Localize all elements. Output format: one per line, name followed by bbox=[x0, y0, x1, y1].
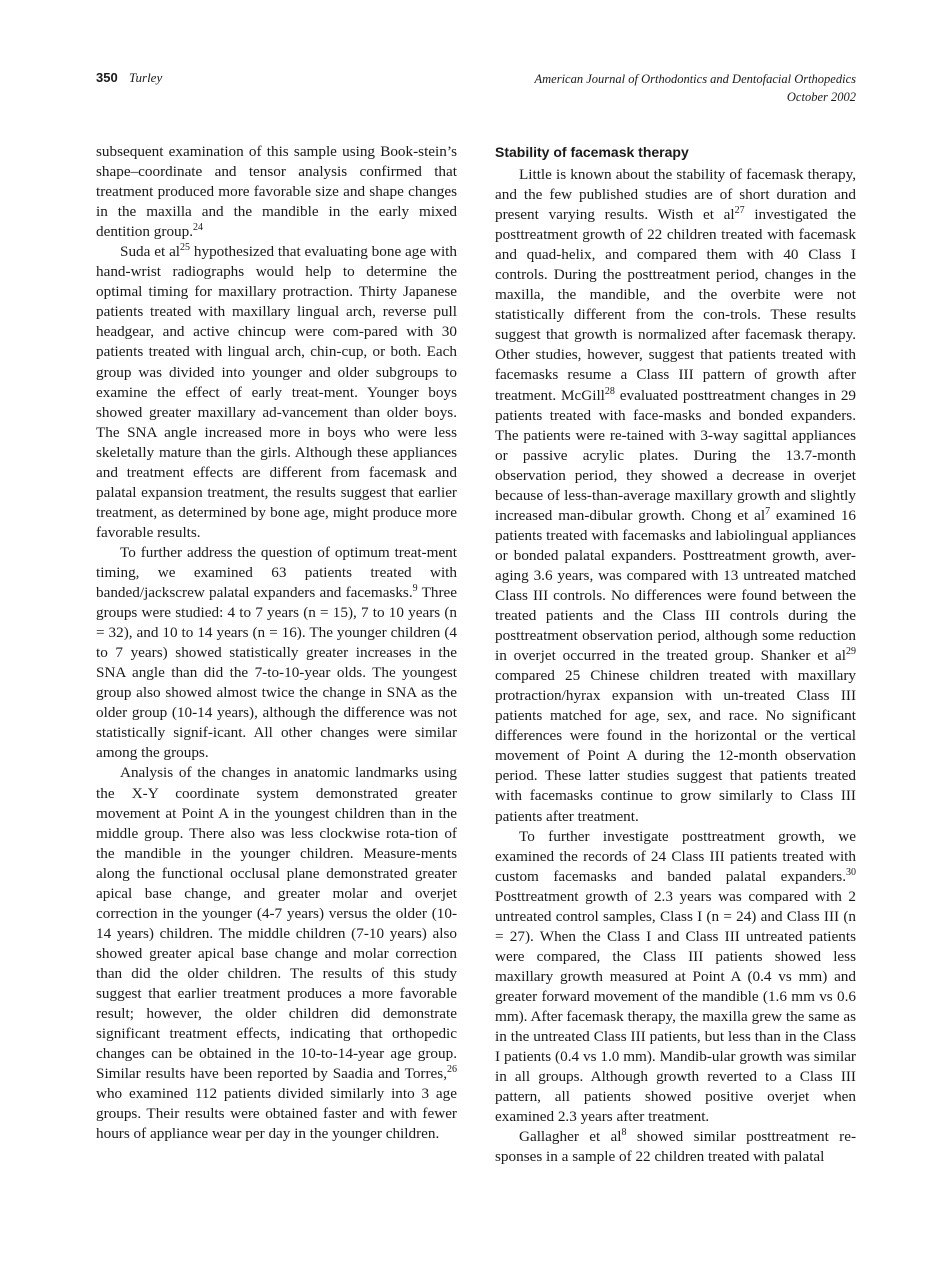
body-paragraph: subsequent examination of this sample using Book-stein’s shape–coordinate and tensor analysis confirmed that treatment produced more favorable size and shape changes in the maxilla and the mandible in the early mixed dentition group.$^{24}$ bbox=[96, 143, 457, 241]
body-paragraph: Analysis of the changes in anatomic landmarks using the X-Y coordinate system demonstrated greater movement at Point A in the youngest children than in the middle group. There also was less clockwise rota-tion of the mandible in the younger children. Measure-ments along the functional occlusal plane demonstrated greater apical base change, and greater molar and overjet correction in the younger (4-7 years) versus the older (10-14 years) children. The middle children (7-10 years) also showed greater apical base change and molar correction than did the older children. The results of this study suggest that earlier treatment produces a more favorable result; however, the older children did demonstrate significant treatment effects, indicating that orthopedic changes can be obtained in the 10-to-14-year age group. Similar results have been reported by Saadia and Torres,$^{26}$ who examined 112 patients divided similarly into 3 age groups. Their results were obtained faster and with fewer hours of appliance wear per day in the younger children. bbox=[96, 764, 457, 1143]
right-column-body bbox=[495, 165, 856, 1167]
citation-reference: 24 bbox=[193, 222, 204, 234]
issue-date: October 2002 bbox=[786, 90, 856, 104]
left-column bbox=[96, 142, 457, 1144]
section-heading: Stability of facemask therapy bbox=[495, 144, 689, 160]
journal-title: American Journal of Orthodontics and Dentofacial Orthopedics bbox=[534, 72, 856, 86]
page-number: 350 bbox=[96, 70, 118, 85]
body-paragraph: Gallagher et $al^8$ showed similar posttreatment re-sponses in a sample of 22 children treated with palatal bbox=[495, 1127, 856, 1166]
citation-reference: 25 bbox=[180, 242, 191, 254]
citation-reference: 30 bbox=[846, 866, 856, 878]
citation-reference: 28 bbox=[604, 385, 615, 397]
citation-reference: 26 bbox=[447, 1064, 457, 1076]
running-author: Turley bbox=[129, 70, 163, 85]
right-column bbox=[495, 142, 856, 1167]
body-paragraph: To further address the question of optimum treat-ment timing, we examined 63 patients treated with banded/jackscrew palatal expanders and facemasks.$^9$ Three groups were studied: 4 to 7 years (n = 15), 7 to 10 years (n = 32), and 10 to 14 years (n = 16). The younger children (4 to 7 years) showed statistically greater increases in the SNA angle than did the 7-to-10-year olds. The youngest group also showed almost twice the change in SNA as the older group (10-14 years), although the difference was not statistically signif-icant. All other changes were similar among the groups. bbox=[96, 543, 458, 762]
citation-reference: 7 bbox=[765, 505, 771, 517]
citation-reference: 8 bbox=[621, 1127, 627, 1139]
citation-reference: 9 bbox=[412, 583, 418, 595]
citation-reference: 29 bbox=[846, 646, 856, 658]
journal-info bbox=[535, 70, 857, 106]
body-paragraph: Suda et $al^{25}$ hypothesized that evaluating bone age with hand-wrist radiographs would help to determine the optimal timing for maxillary protraction. Thirty Japanese patients treated with maxillary lingual arch, reverse pull headgear, and active chincup were com-pared with 30 patients treated with lingual arch, chin-cup, or both. Each group was divided into younger and older subgroups to examine the effect of early treat-ment. Younger boys showed greater maxillary ad-vancement than older boys. The SNA angle increased more in boys who were less skeletally mature than the girls. Although these appliances and treatment effects are different from facemask and palatal expansion treatment, the results suggest that earlier treatment, as determined by bone age, might produce more favorable results. bbox=[96, 242, 457, 541]
body-paragraph: To further investigate posttreatment growth, we examined the records of 24 Class III patients treated with custom facemasks and banded palatal expanders.$^{30}$ Posttreatment growth of 2.3 years was compared with 2 untreated control samples, Class I (n = 24) and Class III (n = 27). When the Class I and Class III untreated patients were compared, the Class III patients showed less maxillary growth measured at Point A (0.4 vs mm) and greater forward movement of the mandible (1.6 mm vs 0.6 mm). After facemask therapy, the maxilla grew the same as in the untreated Class III patients, but less than in the Class I patients (0.4 vs 1.0 mm). Mandib-ular growth was similar in all groups. Although growth reverted to a Class III pattern, all patients showed positive overjet when examined 2.3 years after treatment. bbox=[495, 827, 856, 1126]
body-paragraph: Little is known about the stability of facemask therapy, and the few published studies are of short duration and present varying results. Wisth et $al^{27}$ investigated the posttreatment growth of 22 children treated with facemask and quad-helix, and compared them with 40 Class I controls. During the posttreatment period, changes in the maxilla, the mandible, and the overbite were not statistically different from the con-trols. These results suggest that growth is normalized after facemask therapy. Other studies, however, suggest that patients treated with facemasks resume a Class III pattern of growth after treatment. McGill$^{28}$ evaluated posttreatment changes in 29 patients treated with face-masks and bonded expanders. The patients were re-tained with 3-way sagittal appliances or passive acrylic plates. During the 13.7-month observation period, they showed a decrease in overjet because of less-than-average maxillary growth and slightly increased man-dibular growth. Chong et $al^7$ examined 16 patients treated with facemasks and labiolingual appliances or bonded palatal expanders. Posttreatment growth, aver-aging 3.6 years, was compared with 13 untreated matched Class III controls. No differences were found between the treated patients and the Class III controls during the posttreatment observation period, although some reduction in overjet occurred in the treated group. Shanker et $al^{29}$ compared 25 Chinese children treated with maxillary protraction/hyrax expansion with un-treated Class III patients matched for age, sex, and race. No significant differences were found in the horizontal or the vertical movement of Point A during the 12-month observation period. These latter studies suggest that patients treated with facemasks continue to grow similarly to Class III patients after treatment. bbox=[495, 166, 857, 825]
running-header bbox=[96, 70, 856, 110]
citation-reference: 27 bbox=[734, 205, 745, 217]
